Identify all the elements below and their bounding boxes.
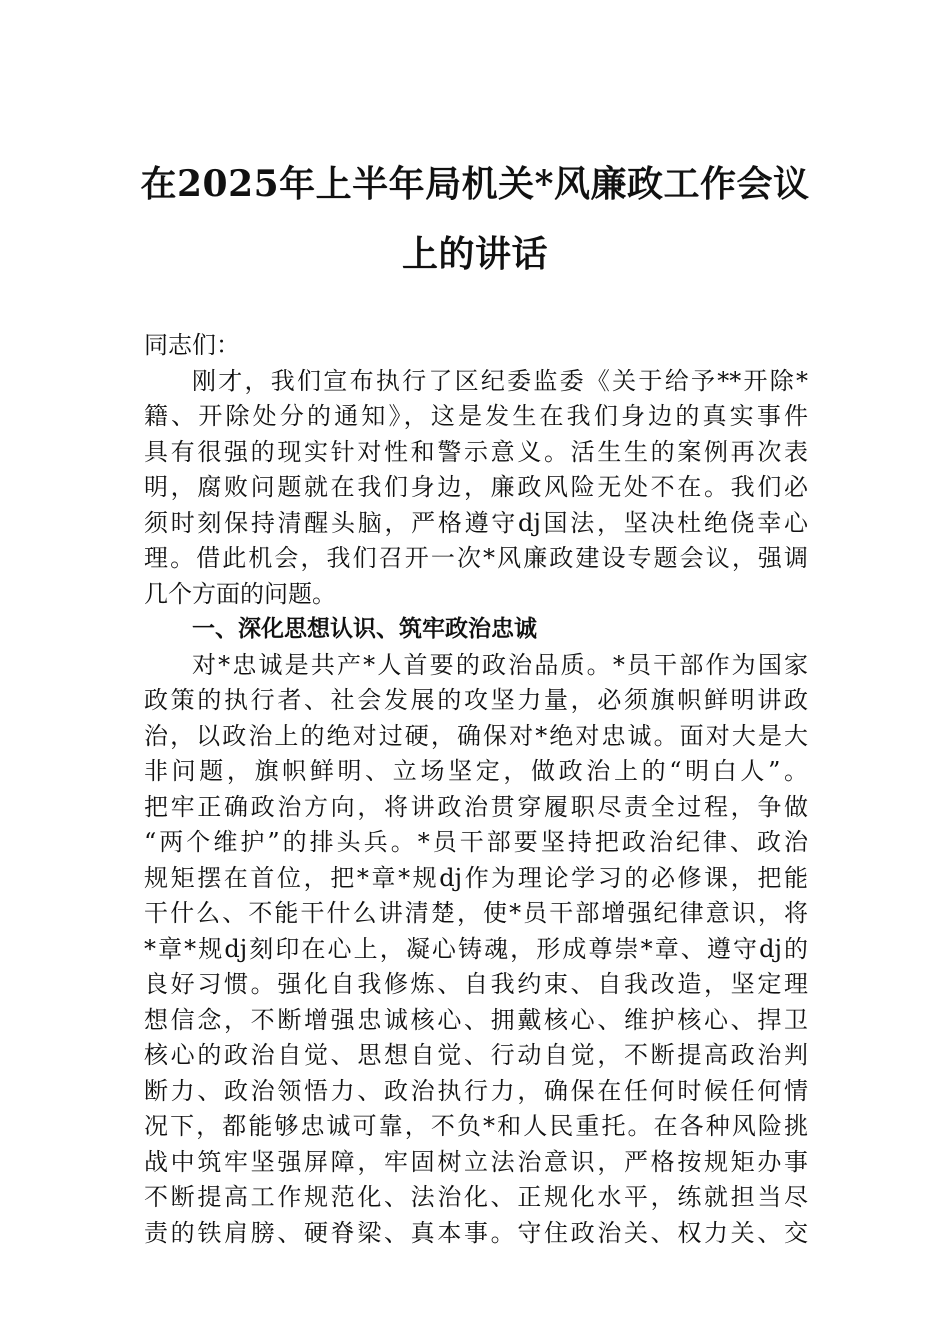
document-title-line-2: 上的讲话 bbox=[401, 233, 548, 275]
paragraph-line: 不断提高工作规范化、法治化、正规化水平，练就担当尽 bbox=[144, 1183, 808, 1211]
paragraph-line: 战中筑牢坚强屏障，牢固树立法治意识，严格按规矩办事 bbox=[144, 1147, 808, 1176]
paragraph-line: *章*规dj刻印在心上，凝心铸魂，形成尊崇*章、遵守dj的 bbox=[144, 934, 808, 963]
paragraph-line: 籍、开除处分的通知》，这是发生在我们身边的真实事件 bbox=[144, 402, 808, 430]
salutation: 同志们： bbox=[144, 331, 240, 359]
section-heading: 一、深化思想认识、筑牢政治忠诚 bbox=[192, 616, 537, 642]
paragraph-line: 况下，都能够忠诚可靠，不负*和人民重托。在各种风险挑 bbox=[144, 1112, 808, 1140]
paragraph-line: 治，以政治上的绝对过硬，确保对*绝对忠诚。面对大是大 bbox=[144, 721, 808, 750]
paragraph-line: 想信念，不断增强忠诚核心、拥戴核心、维护核心、捍卫 bbox=[144, 1005, 808, 1034]
paragraph-line: 良好习惯。强化自我修炼、自我约束、自我改造，坚定理 bbox=[144, 970, 808, 998]
paragraph-line: 对*忠诚是共产*人首要的政治品质。*员干部作为国家 bbox=[192, 650, 808, 679]
paragraph-line: 非问题，旗帜鲜明、立场坚定，做政治上的“明白人”。 bbox=[144, 757, 808, 785]
paragraph-line: “两个维护”的排头兵。*员干部要坚持把政治纪律、政治 bbox=[144, 828, 808, 856]
paragraph-line: 几个方面的问题。 bbox=[144, 579, 336, 608]
paragraph-line: 规矩摆在首位，把*章*规dj作为理论学习的必修课，把能 bbox=[144, 863, 808, 892]
document-title-line-1: 在2025年上半年局机关*风廉政工作会议 bbox=[140, 163, 810, 205]
document-body bbox=[144, 328, 808, 1251]
paragraph-line: 具有很强的现实针对性和警示意义。活生生的案例再次表 bbox=[144, 437, 808, 466]
paragraph-line: 断力、政治领悟力、政治执行力，确保在任何时候任何情 bbox=[144, 1076, 808, 1105]
paragraph-line: 干什么、不能干什么讲清楚，使*员干部增强纪律意识，将 bbox=[144, 899, 808, 927]
paragraph-line: 明，腐败问题就在我们身边，廉政风险无处不在。我们必 bbox=[144, 473, 808, 501]
paragraph-line: 核心的政治自觉、思想自觉、行动自觉，不断提高政治判 bbox=[144, 1041, 808, 1069]
paragraph-line: 政策的执行者、社会发展的攻坚力量，必须旗帜鲜明讲政 bbox=[144, 686, 808, 714]
paragraph-line: 理。借此机会，我们召开一次*风廉政建设专题会议，强调 bbox=[144, 544, 808, 572]
paragraph-line: 把牢正确政治方向，将讲政治贯穿履职尽责全过程，争做 bbox=[144, 792, 808, 821]
paragraph-line: 责的铁肩膀、硬脊梁、真本事。守住政治关、权力关、交 bbox=[144, 1218, 808, 1247]
paragraph-line: 刚才，我们宣布执行了区纪委监委《关于给予**开除* bbox=[192, 366, 808, 395]
paragraph-line: 须时刻保持清醒头脑，严格遵守dj国法，坚决杜绝侥幸心 bbox=[144, 508, 808, 537]
